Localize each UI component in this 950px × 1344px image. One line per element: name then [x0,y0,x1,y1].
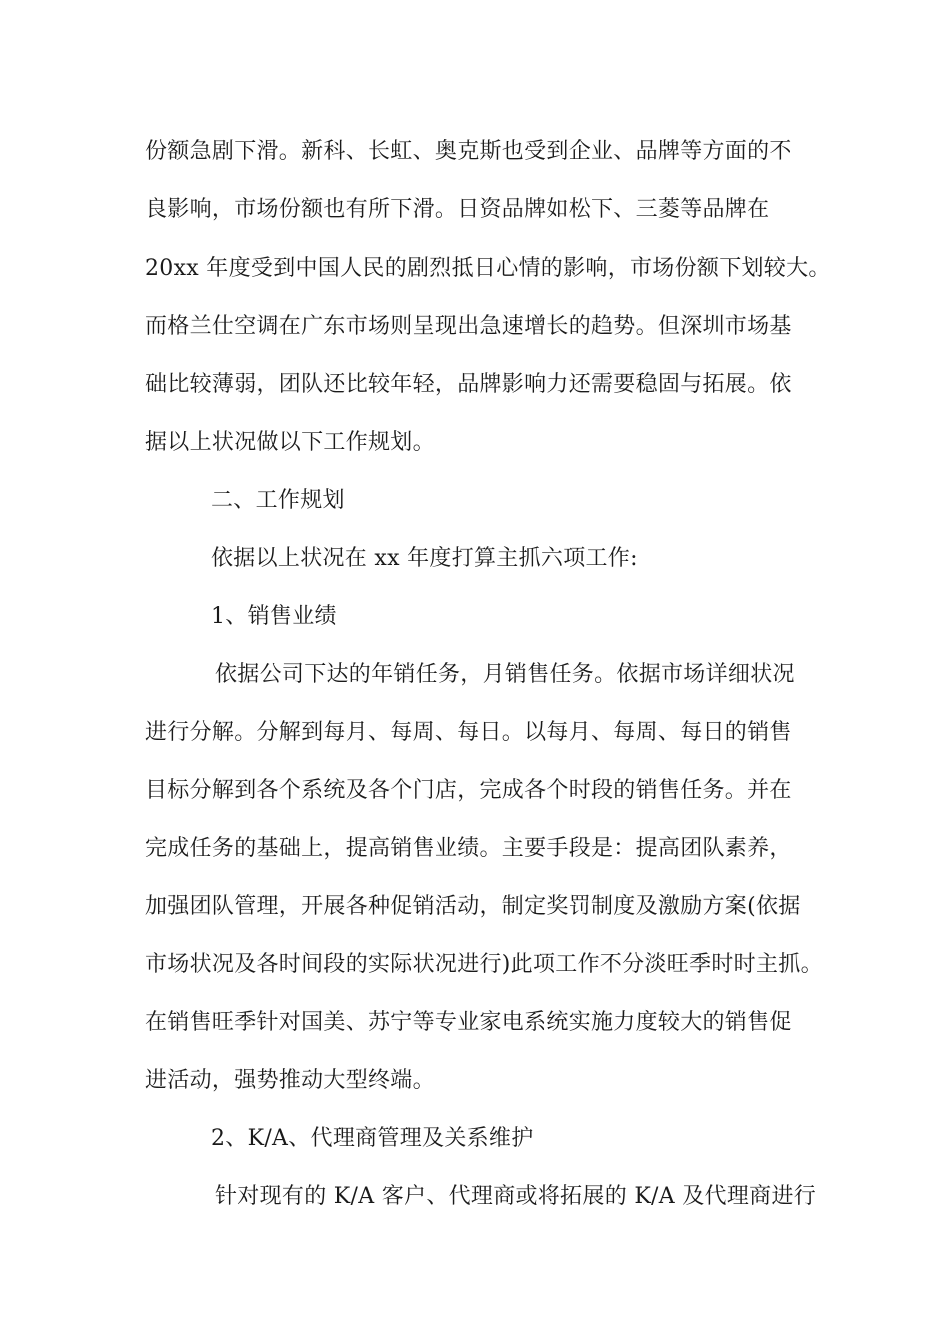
paragraph-line: 完成任务的基础上，提高销售业绩。主要手段是：提高团队素养， [145,836,792,861]
paragraph-line: 在销售旺季针对国美、苏宁等专业家电系统实施力度较大的销售促 [145,1010,792,1035]
paragraph-line: 针对现有的 K/A 客户、代理商或将拓展的 K/A 及代理商进行 [215,1184,817,1209]
paragraph-line: 目标分解到各个系统及各个门店，完成各个时段的销售任务。并在 [145,778,792,803]
paragraph-line: 依据以上状况在 xx 年度打算主抓六项工作: [211,546,638,571]
paragraph-line: 市场状况及各时间段的实际状况进行)此项工作不分淡旺季时时主抓。 [145,952,823,977]
paragraph-line: 进活动，强势推动大型终端。 [145,1068,435,1093]
paragraph-line: 而格兰仕空调在广东市场则呈现出急速增长的趋势。但深圳市场基 [145,314,792,339]
paragraph-line: 据以上状况做以下工作规划。 [145,430,435,455]
subsection-heading: 2、K/A、代理商管理及关系维护 [211,1126,534,1151]
paragraph-line: 加强团队管理，开展各种促销活动，制定奖罚制度及激励方案(依据 [145,894,801,919]
paragraph-line: 20xx 年度受到中国人民的剧烈抵日心情的影响，市场份额下划较大。 [145,256,831,281]
paragraph-line: 依据公司下达的年销任务，月销售任务。依据市场详细状况 [215,662,795,687]
paragraph-line: 础比较薄弱，团队还比较年轻，品牌影响力还需要稳固与拓展。依 [145,372,792,397]
paragraph-line: 进行分解。分解到每月、每周、每日。以每月、每周、每日的销售 [145,720,792,745]
section-heading: 二、工作规划 [211,488,345,513]
paragraph-line: 份额急剧下滑。新科、长虹、奥克斯也受到企业、品牌等方面的不 [145,139,792,164]
subsection-heading: 1、销售业绩 [211,604,337,629]
paragraph-line: 良影响，市场份额也有所下滑。日资品牌如松下、三菱等品牌在 [145,197,770,222]
